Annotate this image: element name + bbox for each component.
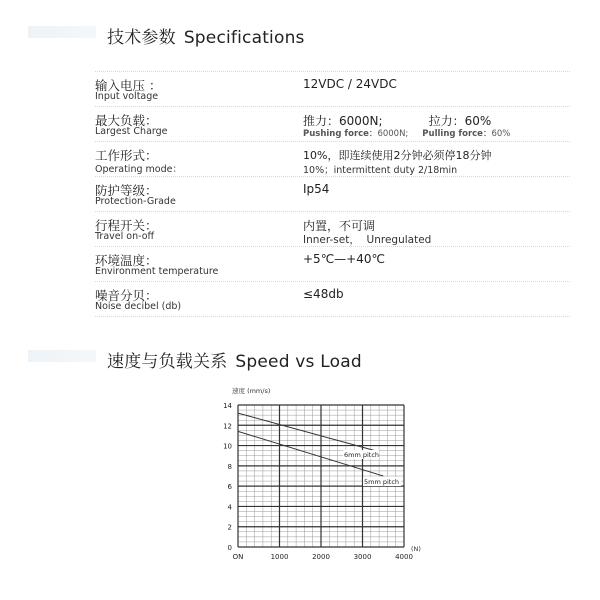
spec-value: +5℃—+40℃ — [303, 252, 385, 266]
spec-label-en: Environment temperature — [95, 266, 219, 277]
y-tick-label: 2 — [227, 523, 232, 532]
spec-row-protection-grade — [95, 177, 570, 212]
spec-row-travel-switch — [95, 212, 570, 247]
series-label-5mm-pitch: 5mm pitch — [364, 478, 400, 486]
spec-label-en: Travel on-off — [95, 231, 155, 242]
specs-title-en: Specifications — [183, 28, 305, 48]
spec-label-cn: 工作形式： — [95, 148, 158, 163]
spec-label-cn: 最大负载： — [95, 113, 158, 128]
spec-value: ≤48db — [303, 287, 344, 301]
y-tick-label: 4 — [227, 503, 232, 512]
x-axis-label: (N) — [411, 545, 421, 553]
spec-label-cn: 输入电压 ： — [95, 78, 162, 93]
spec-row-noise — [95, 282, 570, 317]
x-tick-label: 1000 — [270, 553, 289, 561]
y-tick-label: 12 — [223, 422, 232, 431]
specs-section-title — [107, 23, 305, 48]
pull-force-cn: 拉力：60% — [428, 114, 492, 128]
y-tick-label: 0 — [227, 544, 232, 552]
spec-label-cn: 行程开关： — [95, 218, 158, 233]
pull-force-label: Pulling force： — [422, 129, 492, 139]
spec-label-cn: 噪音分贝： — [95, 288, 158, 303]
spec-value: 10%，即连续使用2分钟必须停18分钟 — [303, 149, 492, 162]
spec-row-operating-mode — [95, 142, 570, 177]
chart-title-cn: 速度与负载关系 — [107, 352, 228, 372]
series-label-6mm-pitch: 6mm pitch — [344, 451, 380, 459]
spec-row-largest-charge — [95, 107, 570, 142]
x-tick-label: 4000 — [395, 553, 413, 561]
spec-label-en: Operating mode： — [95, 164, 182, 175]
y-axis-label: 速度 (mm/s) — [232, 387, 271, 395]
y-tick-label: 6 — [227, 483, 232, 492]
push-force-label: Pushing force： — [303, 129, 378, 139]
specs-title-cn: 技术参数 — [107, 28, 176, 48]
spec-value: Ip54 — [303, 182, 330, 196]
spec-label-en: Input voltage — [95, 91, 159, 102]
spec-table — [95, 71, 570, 317]
spec-label-cn: 防护等级： — [95, 183, 158, 198]
spec-value-en — [303, 127, 510, 139]
y-tick-label: 8 — [227, 462, 232, 471]
spec-label-cn: 环境温度： — [95, 253, 158, 268]
y-tick-label: 10 — [223, 442, 232, 451]
x-tick-label: ON — [232, 553, 244, 561]
spec-label-en: Noise decibel (db) — [95, 301, 182, 312]
x-tick-label: 2000 — [312, 553, 330, 561]
push-force-value: 6000N; — [377, 129, 409, 139]
spec-label-en: Protection-Grade — [95, 196, 176, 207]
spec-value: 12VDC / 24VDC — [303, 77, 397, 91]
x-tick-label: 3000 — [353, 553, 372, 561]
spec-row-ambient-temperature — [95, 247, 570, 282]
y-tick-label: 14 — [223, 402, 232, 410]
chart-title-en: Speed vs Load — [235, 352, 362, 372]
speed-load-chart — [0, 380, 600, 580]
chart-section-title — [107, 347, 362, 372]
specs-tab-decoration — [28, 26, 96, 38]
pull-force-value: 60% — [491, 129, 511, 139]
push-force-cn: 推力：6000N; — [303, 114, 383, 128]
spec-row-input-voltage — [95, 71, 570, 107]
spec-value-en: Inner-set， Unregulated — [303, 234, 432, 246]
spec-label-en: Largest Charge — [95, 126, 168, 137]
spec-value: 内置，不可调 — [303, 219, 376, 233]
chart-tab-decoration — [28, 350, 96, 362]
spec-value-en: 10%；intermittent duty 2/18min — [303, 165, 458, 176]
